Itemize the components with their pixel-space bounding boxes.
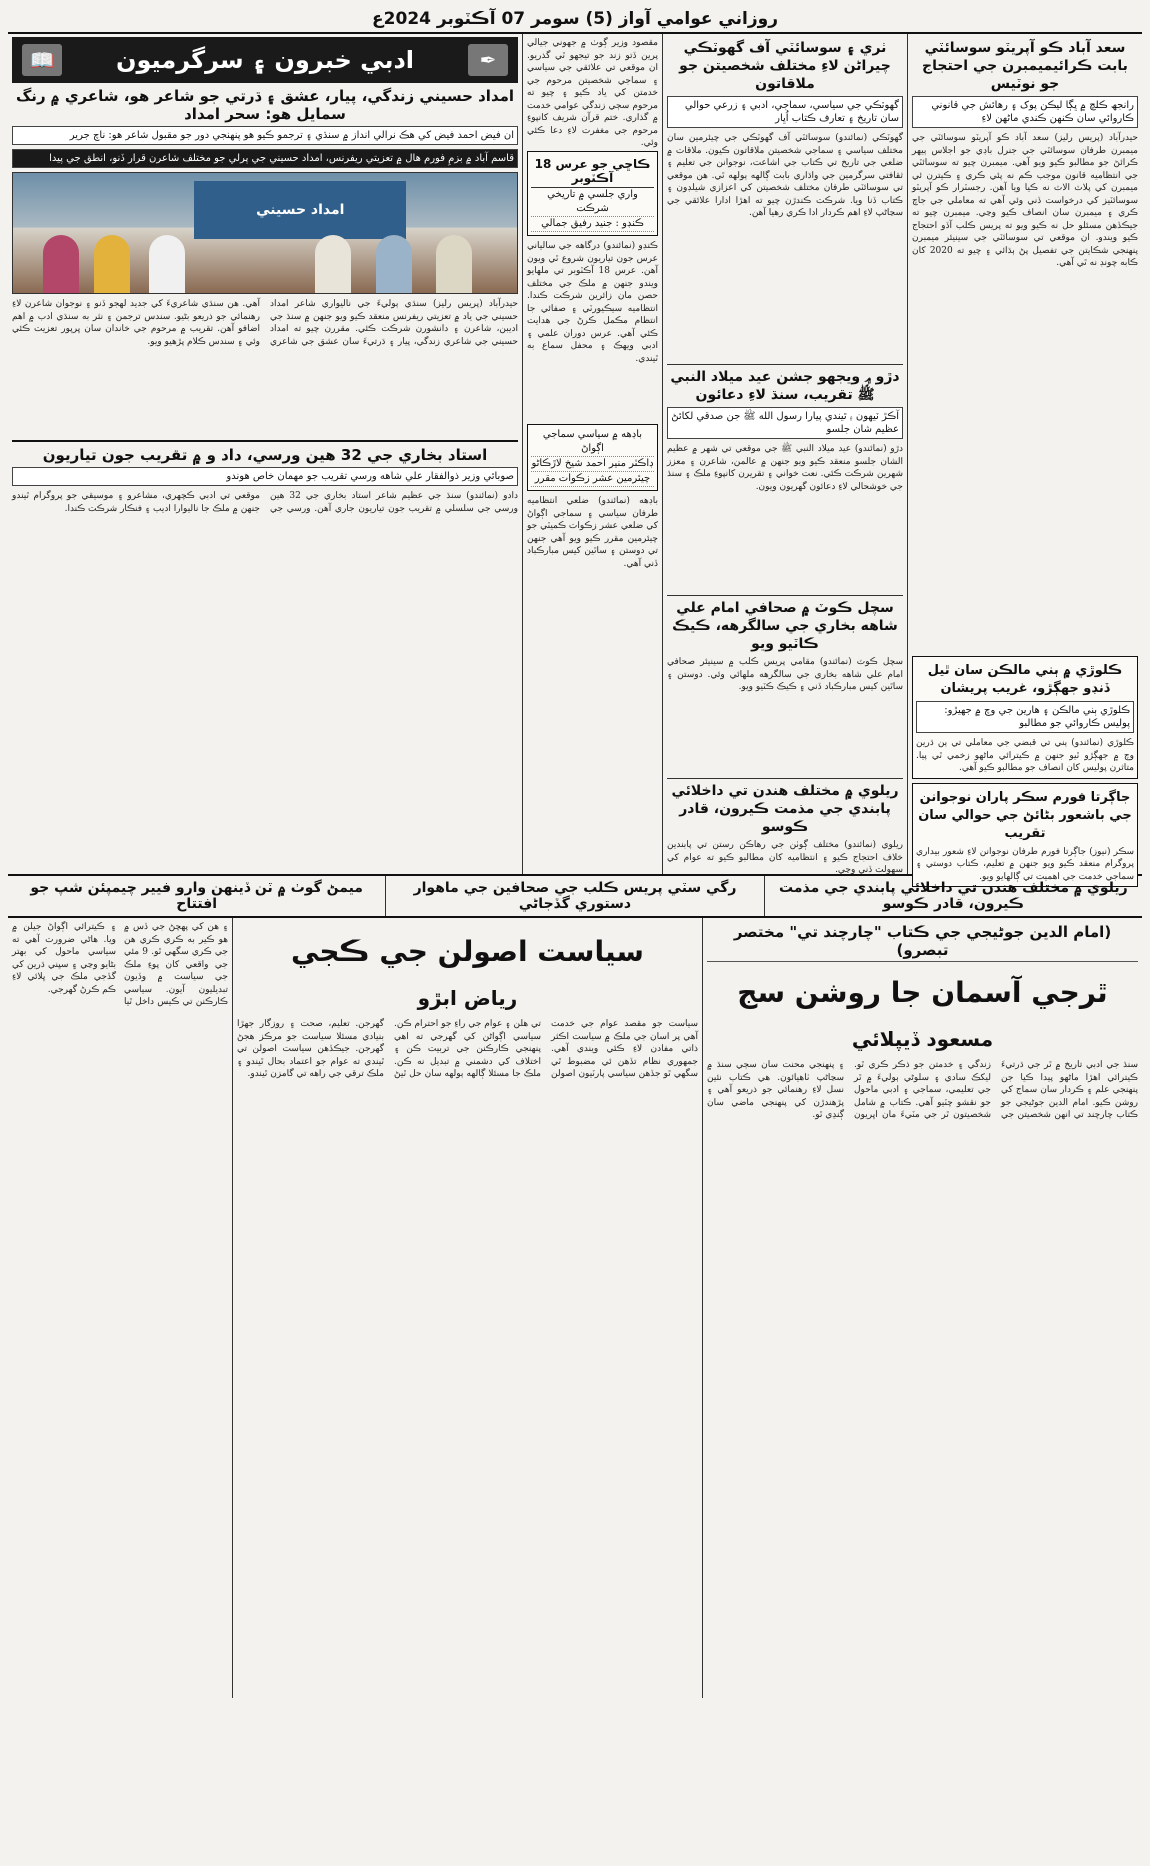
headline-imdad-husaini: امداد حسيني زندگي، پيار، عشق ۽ ڌرتي جو شاعر هو، شاعري ۾ رنگ سمايل هو: سحر امداد bbox=[15, 87, 515, 123]
lower-column-review bbox=[702, 918, 1142, 1698]
lower-column-politics bbox=[232, 918, 702, 1698]
article-railway-ban: ريلوي (نمائندو) مختلف ڳوٺن جي رهاڪن رستن تي پابندين خلاف احتجاج ڪيو ۽ انتظاميه کان مطالبو ڪيو ته عوام کي سهولت ڏني وڃي. bbox=[667, 840, 903, 875]
attendee-figure bbox=[376, 235, 412, 293]
article-ustad-bukhari: دادو (نمائندو) سنڌ جي عظيم شاعر استاد بخاري جي 32 هين ورسي جي سلسلي ۾ تقريب جون تياريون جاري آهن. ورسي جي موقعي تي ادبي ڪچهري، مشاعرو ۽ موسيقي جو پروگرام ٿيندو جنهن ۾ ملڪ جا ناليوارا اديب ۽ فنڪار شرڪت ڪندا. bbox=[12, 491, 518, 514]
article-box-jagarta bbox=[912, 783, 1138, 888]
subhead-ustad-bukhari: صوبائي وزير ذوالفقار علي شاهه ورسي تقريب جو مهمان خاص هوندو bbox=[12, 467, 518, 486]
subhead-society-protest: رانجھ ڪلچ ۾ ڀڳا ليڪن پوک ۽ رهائش جي قانوني ڪاروائي سان ڪنهن ڪندي ماڻهن لاءِ bbox=[912, 96, 1138, 128]
subhead-imdad-1: ان فيض احمد فيض کي هڪ نرالي انداز ۾ سنڌي ۽ ترجمو ڪيو هو پنهنجي دور جو مقبول شاعر هو: ناچ جرير bbox=[12, 126, 518, 145]
urs-line-1: واري جلسي ۾ تاريخي شرڪت bbox=[531, 188, 654, 217]
attendee-figure bbox=[149, 235, 185, 293]
headline-society-protest: سعد آباد ڪو آپريٽو سوسائٽي بابت ڪرائيميمبرن جي احتجاج جو نوٽيس bbox=[922, 40, 1128, 92]
strip-memon-goth: ميمڻ گوٺ ۾ ٽن ڏينهن وارو فيير چيمپئن شپ جو افتتاح bbox=[30, 880, 363, 912]
lower-column-continued bbox=[8, 918, 232, 1698]
urs-line-2: ڪنڊو : جنيد رفيق جمالي bbox=[531, 217, 654, 232]
article-jagarta: سڪر (نيوز) جاڳرتا فورم طرفان نوجوانن لاءِ شعور بيداري پروگرام منعقد ڪيو ويو جنهن ۾ تعليم، ڪتاب دوستي ۽ سماجي خدمت جي اهميت تي ڳالهايو ويو. bbox=[916, 846, 1134, 882]
politics-body: سياست جو مقصد عوام جي خدمت آهي پر اسان جي ملڪ ۾ سياست اڪثر ذاتي مفادن لاءِ ڪئي ويندي آهي. جمهوري نظام تڏهن ئي مضبوط ٿي سگهي ٿو جڏهن سياسي پارٽيون اصولن تي هلن ۽ عوام جي راءِ جو احترام ڪن. سياسي اڳواڻن کي گهرجي ته اهي پنهنجي ڪارڪنن جي تربيت ڪن ۽ اختلاف کي دشمني ۾ تبديل نه ڪن. ملڪ جا مسئلا ڳالهه ٻولهه سان حل ٿيڻ گهرجن. تعليم، صحت ۽ روزگار جهڙا بنيادي مسئلا سياست جو مرڪز هجڻ گهرجن. جيڪڏهن سياست اصولن تي ٿيندي ته عوام جو اعتماد بحال ٿيندو ۽ ملڪ ترقي جي راهه تي گامزن ٿيندو. bbox=[237, 1019, 698, 1079]
section-strip bbox=[8, 876, 1142, 918]
headline-milad: دڙو ۾ ويجهو جشن عيد ميلاد النبي ﷺ تقريب، سنڌ لاءِ دعائون bbox=[667, 364, 903, 404]
box-ushr-zakat bbox=[527, 424, 658, 491]
review-body: سنڌ جي ادبي تاريخ ۾ ٿر جي ڌرتيءَ ڪيترائي اهڙا ماڻهو پيدا ڪيا جن پنهنجي علم ۽ ڪردار سان سماج کي روشن ڪيو. امام الدين جوڻيجي جو ڪتاب چارچند تي انهن شخصيتن جي زندگي ۽ خدمتن جو ذڪر ڪري ٿو. ليکڪ سادي ۽ سلوڻي ٻوليءَ ۾ ٿر جي تعليمي، سماجي ۽ ادبي ماحول جو نقشو چٽيو آهي. ڪتاب ۾ شامل شخصيتون ٿر جي مٽيءَ مان اڀريون ۽ پنهنجي محنت سان سڄي سنڌ ۾ سڃاڻپ ٺاهيائون. هي ڪتاب نئين نسل لاءِ رهنمائي جو ذريعو آهي ۽ پڙهندڙن کي پنهنجي ماضي سان ڳنڍي ٿو. bbox=[707, 1060, 1138, 1120]
ushr-line-1: باڊهه ۾ سياسي سماجي اڳواڻ bbox=[531, 428, 654, 457]
article-urs: ڪنڊو (نمائندو) درگاهه جي سالياني عرس جون تياريون شروع ٿي ويون آهن. عرس 18 آڪٽوبر تي ملهايو ويندو جنهن ۾ ملڪ جي مختلف حصن مان زائرين شرڪت ڪندا. انتظاميه سيڪيورٽي ۽ صفائي جا انتظام مڪمل ڪرڻ جي هدايت ڪئي آهي. عرس دوران علمي ۽ ادبي ويهڪ ۽ محفل سماع به ٿيندي. bbox=[527, 241, 658, 364]
article-milad: دڙو (نمائندو) عيد ميلاد النبي ﷺ جي موقعي تي شهر ۾ عظيم الشان جلسو منعقد ڪيو ويو جنهن ۾ عالمن، شاعرن ۽ معزز شهرين شرڪت ڪئي. نعت خواني ۽ تقريرن کانپوءِ ملڪ ۽ سنڌ جي خوشحالي لاءِ دعائون گهريون ويون. bbox=[667, 444, 903, 492]
lower-section bbox=[8, 918, 1142, 1698]
strip-railway: ريلوي ۾ مختلف هندن تي داخلائي پابندي جي مذمت ڪيرون، قادر ڪوسو bbox=[764, 876, 1142, 916]
review-title: (امام الدين جوڻيجي جي ڪتاب "چارچند تي" مختصر تبصرو) bbox=[707, 921, 1138, 962]
ushr-line-2: ڊاڪٽر منير احمد شيخ لاڙڪاڻو bbox=[531, 457, 654, 472]
subhead-ghotki: گهوٽڪي جي سياسي، سماجي، ادبي ۽ زرعي حوالي سان تاريخ ۽ تعارف ڪتاب اُڀار bbox=[667, 96, 903, 128]
headline-journalist-birthday: سچل ڪوٽ ۾ صحافي امام علي شاهه بخاري جي سالگرهه، ڪيڪ ڪاٽيو ويو bbox=[667, 595, 903, 653]
article-ushr-zakat: باڊهه (نمائندو) ضلعي انتظاميه طرفان سياسي ۽ سماجي اڳواڻ کي ضلعي عشر زڪوات ڪميٽي جو چيئرمين مقرر ڪيو ويو آهي جنهن تي دوستن ۽ ساٿين کيس مبارڪباد ڏني آهي. bbox=[527, 496, 658, 569]
article-imdad-husaini: حيدرآباد (پريس رليز) سنڌي ٻوليءَ جي ناليواري شاعر امداد حسيني جي ياد ۾ تعزيتي ريفرنس منعقد ڪيو ويو جنهن ۾ سنڌ جي اديبن، شاعرن ۽ دانشورن شرڪت ڪئي. مقررن چيو ته امداد حسيني جي شاعري زندگي، پيار ۽ ڌرتيءَ سان عشق جي شاعري آهي. هن سنڌي شاعريءَ کي جديد لهجو ڏنو ۽ نوجوان شاعرن لاءِ رهنمائي جو ذريعو بڻيو. سندس ترجمن ۽ نثر به سنڌي ادب ۾ اهم اضافو آهن. تقريب ۾ مرحوم جي خاندان سان ڀرپور تعزيت ڪئي وئي ۽ سندس ڪلام پڙهيو ويو. bbox=[12, 299, 518, 347]
continued-body: ۽ هن کي پهچڻ جي ڏس ۾ هو ڪير به ڪري ڪري هن جي ڪري سگهي ٿو. 9 مئي جي واقعي کان پوءِ ملڪ جي سياست ۾ وڏيون تبديليون آيون. سياسي ڪارڪنن تي ڪيس داخل ٿيا ۽ ڪيترائي اڳواڻ جيلن ۾ ويا. هاڻي ضرورت آهي ته سياسي ماحول کي بهتر بڻايو وڃي ۽ سڀني ڌرين کي گڏجي ملڪ جي ڀلائي لاءِ ڪم ڪرڻ گهرجي. bbox=[12, 922, 228, 1007]
politics-headline: سياست اصولن جي ڪجي bbox=[291, 935, 644, 968]
headline-urs: ڪاڇي جو عرس 18 آڪٽوبر bbox=[531, 155, 654, 188]
column-1 bbox=[907, 34, 1142, 882]
article-kaloori: ڪلوڙي (نمائندو) ٻني تي قبضي جي معاملي تي ٻن ڌرين وچ ۾ جهڳڙو ٿيو جنهن ۾ ڪيترائي ماڻهو زخمي ٿي پيا. متاثرن پوليس کان انصاف جو مطالبو ڪيو آهي. bbox=[916, 738, 1134, 773]
headline-kaloori: ڪلوڙي ۾ ٻني مالڪن سان ٿيل ڏنڊو جهڳڙو، غريب پريشان bbox=[927, 663, 1123, 696]
column-4-literary bbox=[8, 34, 522, 874]
attendee-figure bbox=[94, 235, 130, 293]
headline-ghotki: ٺري ۽ سوسائٽي آف گهوٽڪي چيراڻن لاءِ مختلف شخصيتن جو ملاقاتون bbox=[679, 40, 891, 92]
inkpot-icon: ✒ bbox=[468, 44, 508, 76]
column-3 bbox=[522, 34, 662, 874]
article-ghotki: گهوٽڪي (نمائندو) سوسائٽي آف گهوٽڪي جي چيئرمين سان مختلف سياسي ۽ سماجي شخصيتن ملاقاتون ڪيون. ملاقات ۾ ضلعي جي تاريخ تي ڪتاب جي اشاعت، نوجوانن جي تعليم ۽ ثقافتي سرگرمين جي واڌاري بابت ڳالهه ٻولهه ٿي. هن موقعي تي سوسائٽي طرفان مختلف شخصيتن کي اعزازي شيلڊون ۽ ڪتاب ڏنا ويا. شرڪت ڪندڙن چيو ته اهڙا ادارا علائقي جي سڃاڻپ لاءِ اهم ڪردار ادا ڪري رهيا آهن. bbox=[667, 133, 903, 218]
headline-ustad-bukhari: استاد بخاري جي 32 هين ورسي، داد و ۾ تقريب جون تياريون bbox=[12, 440, 518, 464]
review-headline: ٿرجي آسمان جا روشن سج bbox=[737, 976, 1108, 1009]
strip-press-club: رگي سٽي پريس ڪلب جي صحافين جي ماهوار دستوري گڏجاڻي bbox=[385, 876, 763, 916]
headline-railway-ban: ريلوي ۾ مختلف هندن تي داخلائي پابندي جي مذمت ڪيرون، قادر ڪوسو bbox=[667, 778, 903, 836]
article-zand-tijho: مقصود وزير ڳوٺ ۾ جهوني جيالي پرين ڏتو زند جو تيجهو ٿي گذريو. ان موقعي تي علائقي جي سياسي ۽ سماجي شخصيتن مرحوم جي خدمتن کي ياد ڪيو ۽ چيو ته مرحوم سڄي زندگي عوامي خدمت ۾ گذاري. ختم قرآن شريف کانپوءِ مرحوم جي مغفرت لاءِ دعا ڪئي وئي. bbox=[527, 38, 658, 148]
attendee-figure bbox=[43, 235, 79, 293]
event-photo bbox=[12, 172, 518, 294]
newspaper-page bbox=[8, 6, 1142, 1854]
box-urs bbox=[527, 151, 658, 236]
column-2 bbox=[662, 34, 907, 874]
book-icon: 📖 bbox=[22, 44, 62, 76]
headline-jagarta: جاڳرتا فورم سڪر پاران نوجوانن جي باشعور بڻائڻ جي حوالي سان تقريب bbox=[918, 789, 1132, 841]
article-box-kaloori bbox=[912, 656, 1138, 779]
subhead-milad: آڪڙ ٽيهون ۽ ٿيندي پيارا رسول الله ﷺ جن صدقي لکائڻ عظيم شان جلسو bbox=[667, 407, 903, 439]
article-journalist-birthday: سچل ڪوٽ (نمائندو) مقامي پريس ڪلب ۾ سينيئر صحافي امام علي شاهه بخاري جي سالگرهه ملهائي وئي. دوستن ۽ ساٿين کيس مبارڪباد ڏني ۽ ڪيڪ ڪٽيو ويو. bbox=[667, 657, 903, 692]
top-section bbox=[8, 34, 1142, 882]
ushr-line-3: چيئرمين عشر زڪوات مقرر bbox=[531, 472, 654, 487]
review-author: مسعود ڏيپلائي bbox=[851, 1027, 994, 1051]
literary-banner-title: ادبي خبرون ۽ سرگرميون bbox=[116, 46, 414, 74]
attendee-figure bbox=[436, 235, 472, 293]
subhead-imdad-2: قاسم آباد ۾ بزمِ فورم هال ۾ تعزيتي ريفرنس، امداد حسيني جي پرلي جو مختلف شاعرن قرار ڏنو، انطق جي پيدا bbox=[12, 149, 518, 168]
masthead: روزاني عوامي آواز (5) سومر 07 آڪٽوبر 2024ع bbox=[8, 6, 1142, 34]
politics-author: رياض ابڙو bbox=[417, 986, 518, 1010]
subhead-kaloori: ڪلوڙي ٻني مالڪن ۽ هارين جي وچ ۾ جهيڙو: پوليس ڪاروائي جو مطالبو bbox=[916, 701, 1134, 733]
article-society-protest: حيدرآباد (پريس رليز) سعد آباد ڪو آپريٽو سوسائٽي جي ميمبرن طرفان سوسائٽي جي جنرل باڊي جو اجلاس ٻيهر ڪرائڻ جو مطالبو ڪيو ويو آهي. ميمبرن چيو ته سوسائٽي جي انتظاميه قانون موجب ڪم نه پئي ڪري ۽ ڪيترن ئي ميمبرن کي پلاٽ الاٽ نه ڪيا ويا آهن. رجسٽرار ڪو آپريٽو سوسائٽيز کي درخواست ڏني وئي آهي ته معاملي جي جاچ ڪري ۽ ميمبرن سان انصاف ڪيو وڃي. ميمبرن چيو ته جيڪڏهن مسئلو حل نه ڪيو ويو ته پريس ڪلب آڏو احتجاج ڪيو ويندو. ان موقعي تي سوسائٽي جي سينيئر ميمبرن پنهنجي شڪايتن جي تفصيل پڻ ٻڌائي ۽ چيو ته 2020 کان ڪابه چونڊ نه ٿي آهي. bbox=[912, 133, 1138, 268]
literary-news-banner bbox=[12, 37, 518, 83]
attendee-figure bbox=[315, 235, 351, 293]
event-banner-poster: امداد حسيني bbox=[194, 181, 406, 239]
